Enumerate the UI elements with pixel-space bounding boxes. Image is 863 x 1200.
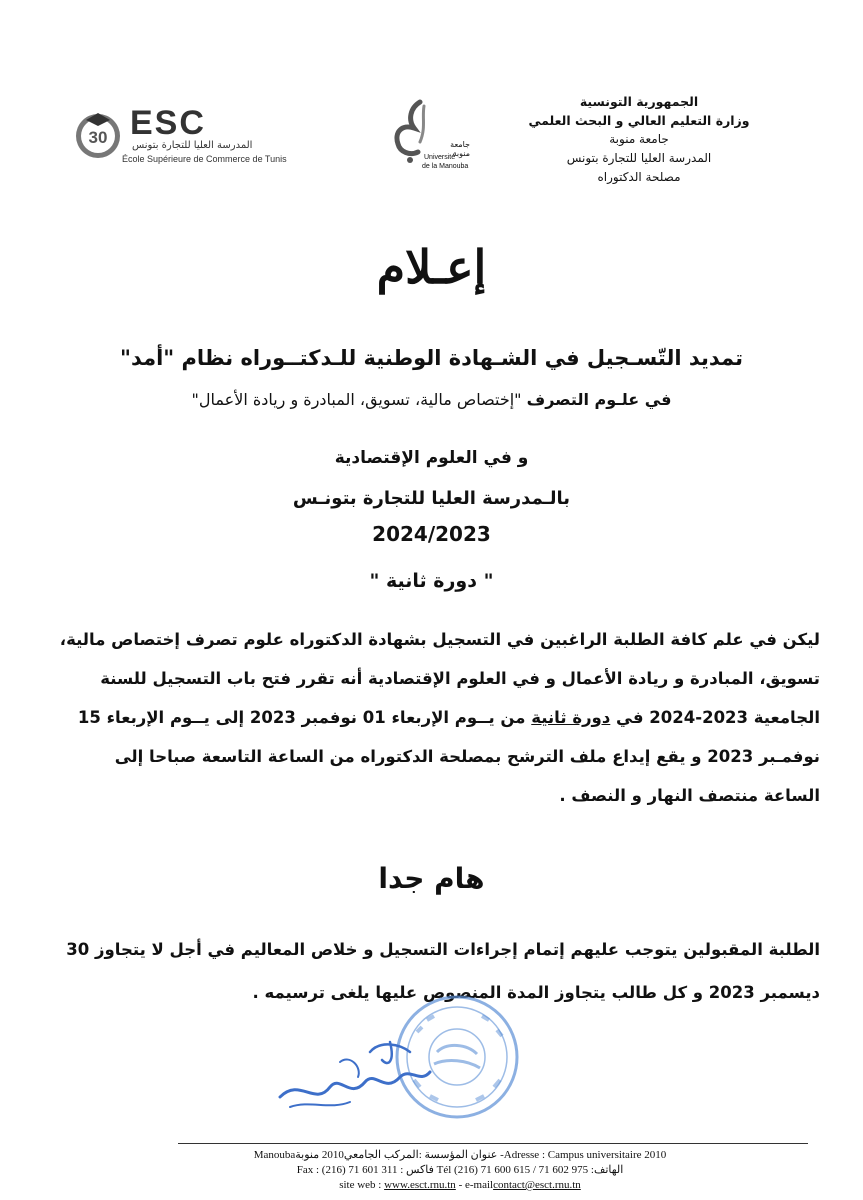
footer-web (120, 1178, 800, 1193)
footer-address: Manoubaعنوان المؤسسة :المركب الجامعي2010 منوبة -Adresse : Campus universitaire 2010 (253, 1149, 667, 1161)
heading-sub (0, 390, 863, 409)
paragraph-line: تسويق، المبادرة و ريادة الأعمال و في العلوم الإقتصادية أنه تقرر فتح باب التسجيل للسنة (100, 669, 820, 688)
university-name-arabic: جامعة منوبة (450, 140, 470, 158)
footer-divider (178, 1143, 808, 1144)
heading-economics: و في العلوم الإقتصادية (334, 448, 529, 468)
announcement-title: إعـلام (376, 240, 487, 294)
footer-email-label: - e-mail (455, 1179, 494, 1191)
paragraph-line (40, 698, 820, 737)
department-name: مصلحة الدكتوراه (597, 170, 681, 184)
signature-scribble-icon (270, 1022, 450, 1122)
session-label: " دورة ثانية " (369, 570, 494, 592)
director-signature (270, 1022, 450, 1122)
footer-phone-fax: Fax : (216) 71 601 311 : فاكس Tél (216) 71 600 615 / 71 602 975 :الهاتف (296, 1164, 624, 1176)
paragraph-line: نوفمـبر 2023 و يقع إيداع ملف الترشح بمصلحة الدكتوراه من الساعة التاسعة صباحا إلى (114, 747, 820, 766)
announcement-paragraph (40, 620, 820, 815)
university-logo (380, 98, 470, 188)
university-name-french-2: de la Manouba (422, 163, 469, 170)
esc-name-arabic: المدرسة العليا للتجارة بتونس (132, 140, 253, 151)
important-title: هام جدا (378, 862, 485, 895)
university-name: جامعة منوبة (609, 132, 669, 146)
heading-main: تمديد التّسـجيل في الشـهادة الوطنية للـدكتــوراه نظام "أمد" (120, 346, 743, 370)
important-line: ديسمبر 2023 و كل طالب يتجاوز المدة المنصوص عليها يلغى ترسيمه . (252, 983, 820, 1002)
footer (120, 1148, 800, 1193)
heading-school: بالـمدرسة العليا للتجارة بتونـس (292, 488, 571, 509)
email-link[interactable]: contact@esct.rnu.tn (493, 1179, 581, 1191)
anniversary-badge-icon (72, 108, 124, 160)
heading-sub-rest: "إختصاص مالية، تسويق، المبادرة و ريادة الأعمال" (191, 390, 527, 409)
ministry-name: وزارة التعليم العالي و البحث العلمي (528, 113, 750, 128)
republic-name: الجمهورية التونسية (579, 94, 699, 109)
paragraph-line: الساعة منتصف النهار و النصف . (559, 786, 820, 805)
university-name-french-1: Université (424, 154, 456, 161)
badge-number: 30 (88, 128, 108, 147)
important-line: الطلبة المقبولين يتوجب عليهم إتمام إجراءات التسجيل و خلاص المعاليم في أجل لا يتجاوز 30 (66, 940, 820, 959)
school-name: المدرسة العليا للتجارة بتونس (566, 151, 712, 165)
paragraph-line-part: الجامعية 2023-2024 في (610, 708, 820, 727)
session-underlined: دورة ثانية (531, 708, 611, 727)
footer-web-label: site web : (339, 1179, 385, 1191)
esc-wordmark: ESC (130, 104, 206, 142)
website-link[interactable]: www.esct.rnu.tn (384, 1179, 456, 1191)
academic-year: 2024/2023 (372, 522, 491, 546)
esc-name-french: École Supérieure de Commerce de Tunis (122, 154, 287, 164)
institution-header (509, 92, 769, 187)
esc-logo (72, 100, 287, 170)
heading-sub-bold: في علـوم التصرف (526, 390, 672, 409)
paragraph-line: ليكن في علم كافة الطلبة الراغبين في التسجيل بشهادة الدكتوراه علوم تصرف إختصاص مالية، (59, 630, 820, 649)
paragraph-line-part: من يــوم الإربعاء 01 نوفمبر 2023 إلى يــوم الإربعاء 15 (77, 708, 532, 727)
